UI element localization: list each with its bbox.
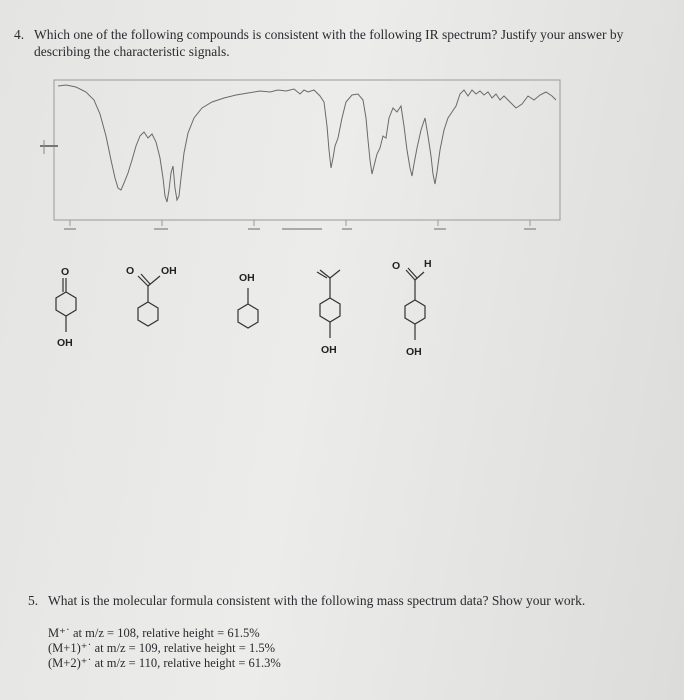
- compound-2: [138, 274, 160, 326]
- compound-2-hydroxyl-label: OH: [161, 265, 177, 277]
- mass-spec-line-2: (M+1)⁺˙ at m/z = 109, relative height = 1.5%: [48, 641, 275, 655]
- question-4-text-line2: describing the characteristic signals.: [34, 44, 230, 59]
- ir-spectrum-frame: [54, 80, 560, 220]
- compound-5-oxygen-label: O: [392, 260, 401, 272]
- ir-spectrum: [36, 78, 562, 238]
- compound-3-hydroxyl-label: OH: [239, 272, 255, 284]
- compound-4: [317, 270, 340, 338]
- compound-1-oxygen-label: O: [61, 266, 70, 278]
- compound-1-hydroxyl-label: OH: [57, 337, 73, 349]
- question-4: [14, 26, 664, 60]
- question-5-text: What is the molecular formula consistent with the following mass spectrum data? Show your work.: [48, 593, 586, 608]
- compound-5-hydroxyl-label: OH: [406, 346, 422, 358]
- mass-spec-line-3: (M+2)⁺˙ at m/z = 110, relative height = 61.3%: [48, 656, 281, 670]
- compound-4-hydroxyl-label: OH: [321, 344, 337, 356]
- compound-1: [56, 278, 76, 332]
- question-4-number: 4.: [14, 27, 25, 42]
- question-5-number: 5.: [28, 593, 39, 608]
- compound-3: [238, 288, 258, 328]
- compound-2-oxygen-label: O: [126, 265, 135, 277]
- compound-5: [405, 268, 425, 340]
- ir-spectrum-x-ticks: [70, 220, 530, 226]
- question-4-text-line1: Which one of the following compounds is consistent with the following IR spectrum? Justify your answer by: [34, 27, 624, 42]
- compound-5-hydrogen-label: H: [424, 258, 432, 270]
- question-5: [28, 592, 668, 609]
- compound-structures: [30, 248, 450, 358]
- ir-spectrum-x-tick-labels: [64, 228, 536, 230]
- ir-spectrum-trace: [58, 85, 556, 202]
- mass-spec-line-1: M⁺˙ at m/z = 108, relative height = 61.5%: [48, 626, 260, 640]
